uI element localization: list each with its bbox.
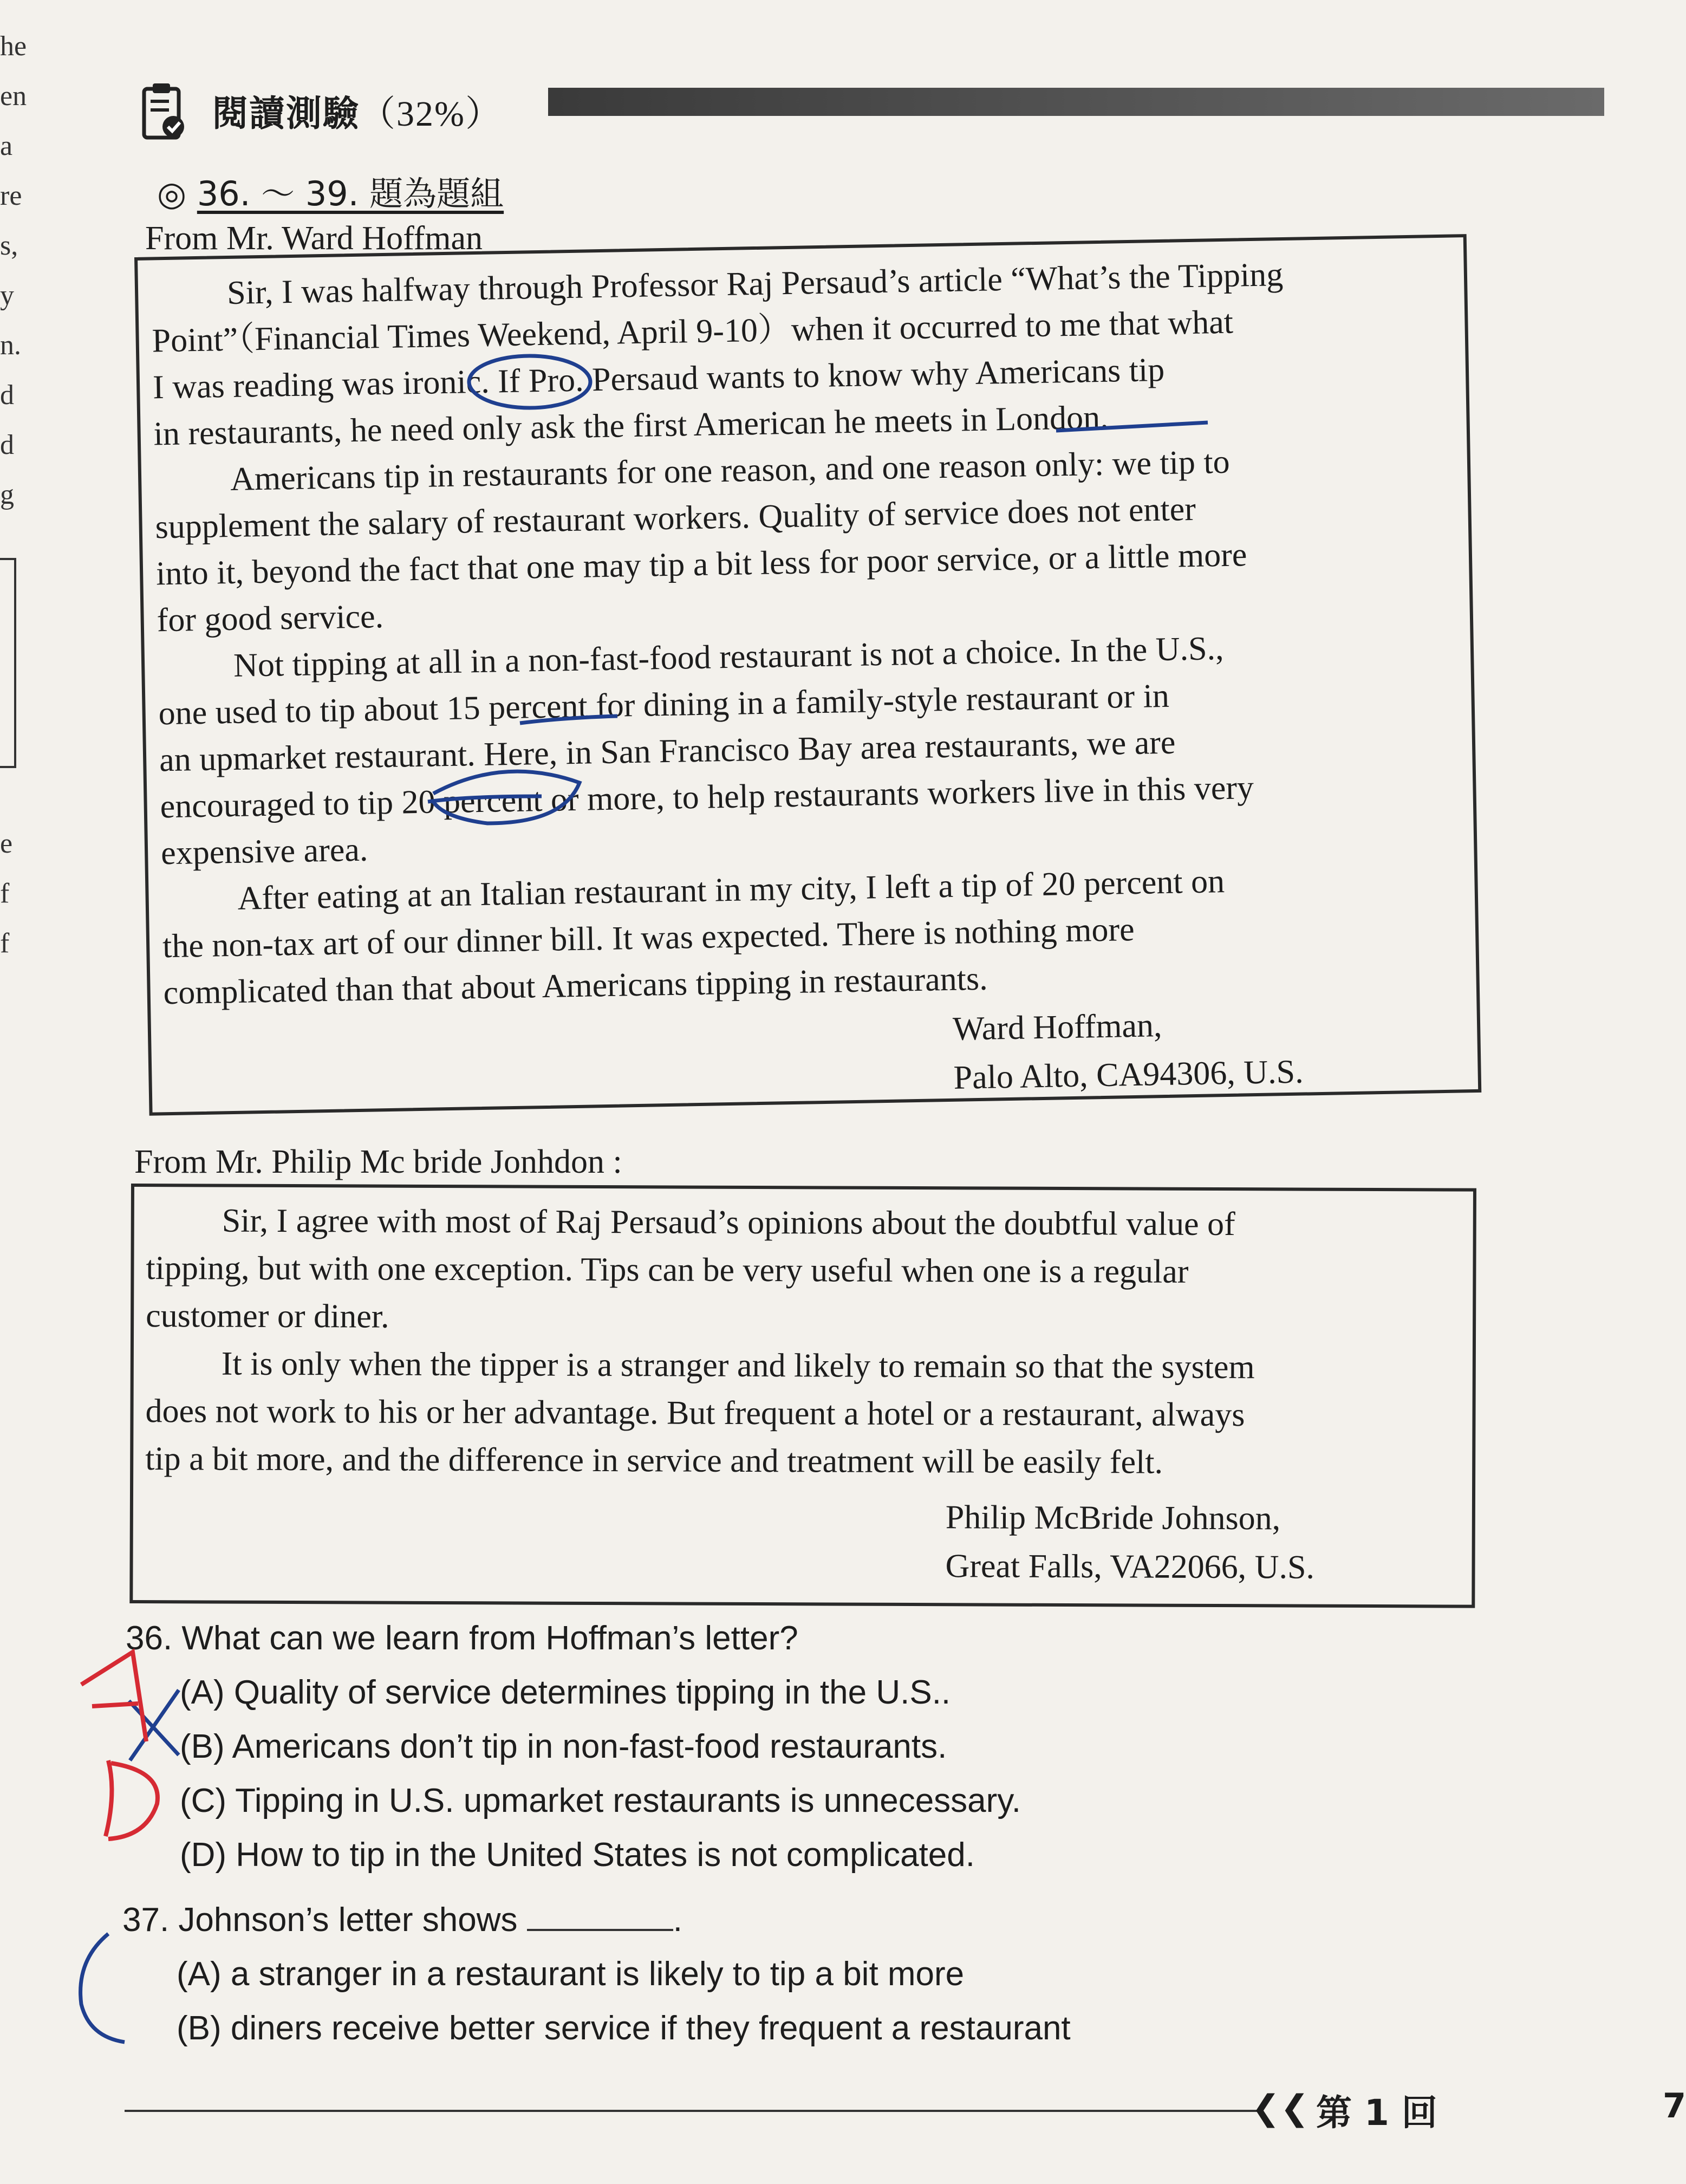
- page-footer: [125, 2086, 1686, 2175]
- question-36-option-b[interactable]: (B) Americans don’t tip in non-fast-food restaurants.: [180, 1728, 947, 1765]
- letter2-signature-name: Philip McBride Johnson,: [945, 1499, 1281, 1537]
- letter2-line: Sir, I agree with most of Raj Persaud’s opinions about the doubtful value of: [222, 1202, 1235, 1243]
- letter1-line: complicated than that about Americans tipping in restaurants.: [163, 960, 988, 1012]
- question-36-option-d[interactable]: (D) How to tip in the United States is not complicated.: [180, 1836, 975, 1874]
- question-37-period: .: [673, 1901, 682, 1939]
- edge-text: en: [0, 81, 27, 112]
- question-37-stem: 37. Johnson’s letter shows: [122, 1901, 518, 1939]
- letter1-line: I was reading was ironic. If Pro. Persaud wants to know why Americans tip: [152, 351, 1165, 406]
- footer-rule: [125, 2110, 1262, 2112]
- edge-text: re: [0, 180, 22, 211]
- edge-text: e: [0, 828, 13, 859]
- edge-text: g: [0, 479, 14, 510]
- ink-circle-ironic: [469, 356, 590, 408]
- question-37-option-b[interactable]: (B) diners receive better service if they frequent a restaurant: [177, 2010, 1071, 2047]
- edge-text: a: [0, 131, 13, 161]
- letter2-line: tip a bit more, and the difference in service and treatment will be easily felt.: [145, 1440, 1163, 1481]
- edge-text: d: [0, 380, 14, 411]
- letter1-from: From Mr. Ward Hoffman: [145, 220, 483, 257]
- letter2-line: customer or diner.: [146, 1297, 389, 1335]
- letter1-line: expensive area.: [160, 831, 368, 872]
- letter1-line: Americans tip in restaurants for one reason, and one reason only: we tip to: [230, 443, 1231, 498]
- section-title-text: 閱讀測驗: [212, 93, 360, 134]
- page-number: 7: [1663, 2086, 1686, 2126]
- edge-text: f: [0, 878, 10, 909]
- question-36-stem: 36. What can we learn from Hoffman’s letter?: [126, 1620, 798, 1657]
- question-37-option-a[interactable]: (A) a stranger in a restaurant is likely to tip a bit more: [177, 1955, 965, 1993]
- letter2-line: does not work to his or her advantage. But frequent a hotel or a restaurant, always: [145, 1393, 1245, 1434]
- letter1-line: an upmarket restaurant. Here, in San Francisco Bay area restaurants, we are: [159, 724, 1176, 779]
- round-label: 第 1 回: [1316, 2092, 1437, 2134]
- letter2-signature-place: Great Falls, VA22066, U.S.: [945, 1548, 1315, 1586]
- letter2-line: tipping, but with one exception. Tips can be very useful when one is a regular: [146, 1250, 1189, 1290]
- ink-underline-restaurant: [428, 796, 542, 802]
- letter1-signature-name: Ward Hoffman,: [952, 1007, 1163, 1048]
- letter1-line: Sir, I was halfway through Professor Raj Persaud’s article “What’s the Tipping: [226, 256, 1284, 312]
- ink-underline-15: [520, 716, 617, 723]
- group-marker: ◎: [157, 174, 197, 213]
- edge-text: y: [0, 280, 14, 311]
- letter1-signature-place: Palo Alto, CA94306, U.S.: [953, 1053, 1304, 1096]
- question-36-option-a[interactable]: (A) Quality of service determines tipping in the U.S..: [180, 1674, 951, 1711]
- section-percent: （32%）: [360, 94, 502, 134]
- edge-text: he: [0, 31, 27, 62]
- ink-strike-a2: [130, 1690, 179, 1760]
- ink-underline-london: [1056, 422, 1208, 431]
- ink-red-d: [106, 1760, 158, 1839]
- letter1-line: one used to tip about 15 percent for dining in a family-style restaurant or in: [158, 677, 1170, 732]
- edge-text: f: [0, 928, 10, 959]
- question-36-option-c[interactable]: (C) Tipping in U.S. upmarket restaurants is unnecessary.: [180, 1782, 1021, 1819]
- ink-answer-c: [81, 1934, 125, 2042]
- letter2-line: It is only when the tipper is a stranger and likely to remain so that the system: [221, 1345, 1255, 1386]
- letter1-line: encouraged to tip 20 percent or more, to help restaurants workers live in this very: [160, 769, 1254, 826]
- edge-text: s,: [0, 230, 18, 261]
- letter1-line: After eating at an Italian restaurant in my city, I left a tip of 20 percent on: [237, 863, 1225, 917]
- edge-text: d: [0, 430, 14, 460]
- letter1-line: Not tipping at all in a non-fast-food restaurant is not a choice. In the U.S.,: [233, 630, 1225, 684]
- letter1-line: into it, beyond the fact that one may tip a bit less for poor service, or a little more: [155, 536, 1247, 593]
- ink-red-a: [81, 1652, 146, 1741]
- letter1-line: the non-tax art of our dinner bill. It was expected. There is nothing more: [162, 911, 1135, 965]
- double-chevron-icon: ❮❮: [1251, 2088, 1310, 2128]
- letter1-line: Point”（Financial Times Weekend, April 9-10）when it occurred to me that what: [152, 303, 1234, 360]
- letter1-line: in restaurants, he need only ask the first American he meets in London.: [153, 399, 1109, 453]
- letter2-from: From Mr. Philip Mc bride Jonhdon :: [134, 1143, 622, 1180]
- letter1-line: supplement the salary of restaurant workers. Quality of service does not enter: [155, 490, 1196, 546]
- group-range: 36. ～ 39. 題為題組: [197, 174, 504, 213]
- letter1-line: for good service.: [157, 598, 384, 639]
- edge-text: n.: [0, 330, 21, 361]
